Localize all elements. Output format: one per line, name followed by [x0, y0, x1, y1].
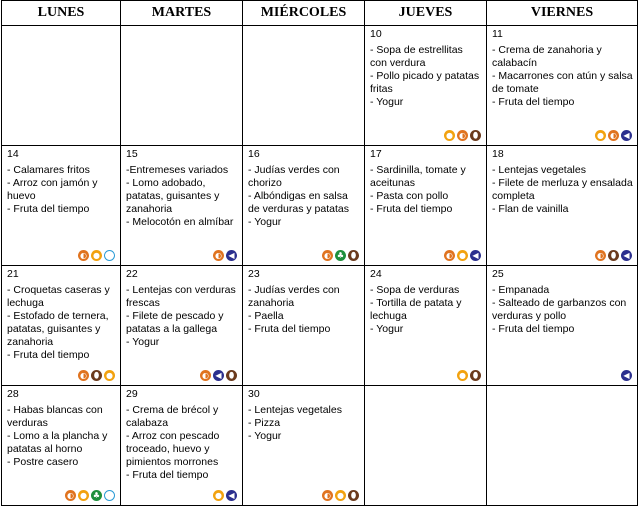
week-row [2, 266, 638, 386]
day-cell [2, 266, 121, 386]
menu-item: - Yogur [126, 336, 160, 348]
menu-items [492, 164, 633, 216]
menu-item: - Pollo picado y patatas fritas [370, 70, 480, 95]
menu-items [126, 404, 238, 482]
day-cell [365, 146, 487, 266]
menu-item: - Yogur [370, 96, 404, 108]
menu-item: - Judías verdes con chorizo [248, 164, 340, 189]
egg-icon: ⬮ [226, 370, 237, 381]
menu-items [7, 404, 116, 469]
veg-icon: ♣ [92, 490, 101, 500]
menu-item: - Melocotón en almíbar [126, 216, 234, 228]
menu-item: - Pizza [248, 417, 281, 429]
header-martes: MARTES [121, 1, 243, 26]
menu-items [492, 284, 633, 336]
veg-icon: ♣ [336, 250, 345, 260]
meat-icon: ◐ [322, 490, 333, 501]
day-number: 17 [370, 148, 382, 160]
empty-day-cell [487, 386, 638, 506]
day-cell [365, 266, 487, 386]
header-jueves: JUEVES [365, 1, 487, 26]
soup-icon: ● [595, 130, 606, 141]
fish-icon: ◀ [213, 370, 224, 381]
soup-icon: ● [213, 490, 224, 501]
day-number: 30 [248, 388, 260, 400]
menu-item: - Fruta del tiempo [126, 469, 209, 481]
menu-item: - Fruta del tiempo [370, 203, 453, 215]
nutrition-icons [78, 250, 115, 261]
menu-item: - Arroz con pescado troceado, huevo y pimientos morrones [126, 430, 220, 468]
day-cell [487, 266, 638, 386]
fish-icon: ◀ [621, 250, 632, 261]
header-viernes: VIERNES [487, 1, 638, 26]
menu-item: - Macarrones con atún y salsa de tomate [492, 70, 633, 95]
day-cell [2, 386, 121, 506]
menu-item: - Salteado de garbanzos con verduras y pollo [492, 297, 627, 322]
day-number: 21 [7, 268, 19, 280]
week-row [2, 146, 638, 266]
menu-item: - Fruta del tiempo [248, 323, 331, 335]
meat-icon: ◐ [78, 370, 89, 381]
nutrition-icons [78, 370, 115, 381]
menu-item: - Fruta del tiempo [492, 96, 575, 108]
day-number: 24 [370, 268, 382, 280]
week-row [2, 26, 638, 146]
fish-icon: ◀ [226, 250, 237, 261]
weekday-header-row [2, 1, 638, 26]
nutrition-icons [322, 250, 359, 261]
soup-icon: ● [91, 250, 102, 261]
nutrition-icons [621, 370, 632, 381]
day-cell [121, 266, 243, 386]
menu-item: - Filete de merluza y ensalada completa [492, 177, 633, 202]
menu-item: - Lentejas vegetales [492, 164, 586, 176]
soup-icon: ● [335, 490, 346, 501]
menu-items [126, 284, 238, 349]
menu-item: - Crema de brécol y calabaza [126, 404, 219, 429]
header-miercoles: MIÉRCOLES [243, 1, 365, 26]
menu-items [248, 284, 360, 336]
menu-item: - Arroz con jamón y huevo [7, 177, 98, 202]
meat-icon: ◐ [595, 250, 606, 261]
menu-item: - Calamares fritos [7, 164, 90, 176]
day-number: 14 [7, 148, 19, 160]
menu-item: - Crema de zanahoria y calabacín [492, 44, 602, 69]
day-cell [243, 266, 365, 386]
nutrition-icons [213, 250, 237, 261]
day-number: 29 [126, 388, 138, 400]
menu-item: - Yogur [248, 216, 282, 228]
nutrition-icons [65, 490, 115, 501]
menu-item: - Filete de pescado y patatas a la gallega [126, 310, 224, 335]
menu-item: - Lomo adobado, patatas, guisantes y zanahoria [126, 177, 220, 215]
menu-item: - Judías verdes con zanahoria [248, 284, 340, 309]
fish-icon: ◀ [621, 130, 632, 141]
menu-item: - Fruta del tiempo [492, 323, 575, 335]
day-cell [243, 146, 365, 266]
menu-item: - Estofado de ternera, patatas, guisantes y zanahoria [7, 310, 109, 348]
soup-icon: ● [78, 490, 89, 501]
meat-icon: ◐ [322, 250, 333, 261]
menu-item: - Sardinilla, tomate y aceitunas [370, 164, 466, 189]
nutrition-icons [213, 490, 237, 501]
day-cell [487, 26, 638, 146]
day-number: 11 [492, 28, 503, 40]
soup-icon: ● [457, 250, 468, 261]
menu-items [126, 164, 238, 229]
menu-item: - Lentejas con verduras frescas [126, 284, 236, 309]
nutrition-icons [457, 370, 481, 381]
header-lunes: LUNES [2, 1, 121, 26]
fish-icon: ◀ [621, 370, 632, 381]
day-cell [365, 26, 487, 146]
menu-item: - Flan de vainilla [492, 203, 569, 215]
meat-icon: ◐ [78, 250, 89, 261]
meat-icon: ◐ [457, 130, 468, 141]
milk-icon [104, 250, 115, 261]
fish-icon: ◀ [226, 490, 237, 501]
egg-icon: ⬮ [91, 370, 102, 381]
day-number: 22 [126, 268, 138, 280]
menu-item: - Lomo a la plancha y patatas al horno [7, 430, 108, 455]
nutrition-icons [444, 130, 481, 141]
soup-icon: ● [104, 370, 115, 381]
egg-icon: ⬮ [348, 490, 359, 501]
empty-day-cell [243, 26, 365, 146]
menu-item: - Fruta del tiempo [7, 349, 90, 361]
day-number: 18 [492, 148, 504, 160]
day-number: 25 [492, 268, 504, 280]
menu-items [370, 164, 482, 216]
nutrition-icons [444, 250, 481, 261]
day-cell [243, 386, 365, 506]
menu-items [248, 404, 360, 443]
menu-item: - Tortilla de patata y lechuga [370, 297, 462, 322]
menu-item: - Paella [248, 310, 284, 322]
meat-icon: ◐ [213, 250, 224, 261]
menu-item: - Empanada [492, 284, 550, 296]
day-cell [121, 146, 243, 266]
nutrition-icons [200, 370, 237, 381]
menu-item: - Pasta con pollo [370, 190, 449, 202]
week-row [2, 386, 638, 506]
day-number: 28 [7, 388, 19, 400]
menu-items [248, 164, 360, 229]
fish-icon: ◀ [470, 250, 481, 261]
menu-items [7, 164, 116, 216]
milk-icon [104, 490, 115, 501]
day-number: 10 [370, 28, 382, 40]
day-number: 15 [126, 148, 138, 160]
egg-icon: ⬮ [348, 250, 359, 261]
meat-icon: ◐ [200, 370, 211, 381]
empty-day-cell [365, 386, 487, 506]
menu-items [492, 44, 633, 109]
menu-item: - Yogur [370, 323, 404, 335]
meat-icon: ◐ [65, 490, 76, 501]
menu-item: - Albóndigas en salsa de verduras y patatas [248, 190, 349, 215]
soup-icon: ● [444, 130, 455, 141]
soup-icon: ● [457, 370, 468, 381]
menu-item: - Lentejas vegetales [248, 404, 342, 416]
day-number: 23 [248, 268, 260, 280]
empty-day-cell [2, 26, 121, 146]
menu-item: -Entremeses variados [126, 164, 229, 176]
day-cell [2, 146, 121, 266]
menu-item: - Habas blancas con verduras [7, 404, 103, 429]
egg-icon: ⬮ [470, 130, 481, 141]
day-cell [487, 146, 638, 266]
egg-icon: ⬮ [608, 250, 619, 261]
menu-calendar [1, 0, 638, 506]
menu-item: - Fruta del tiempo [7, 203, 90, 215]
day-number: 16 [248, 148, 260, 160]
nutrition-icons [322, 490, 359, 501]
menu-item: - Postre casero [7, 456, 79, 468]
day-cell [121, 386, 243, 506]
empty-day-cell [121, 26, 243, 146]
menu-item: - Croquetas caseras y lechuga [7, 284, 110, 309]
menu-item: - Sopa de estrellitas con verdura [370, 44, 463, 69]
menu-item: - Yogur [248, 430, 282, 442]
menu-item: - Sopa de verduras [370, 284, 460, 296]
meat-icon: ◐ [444, 250, 455, 261]
nutrition-icons [595, 250, 632, 261]
nutrition-icons [595, 130, 632, 141]
meat-icon: ◐ [608, 130, 619, 141]
menu-items [370, 44, 482, 109]
egg-icon: ⬮ [470, 370, 481, 381]
menu-items [7, 284, 116, 362]
menu-items [370, 284, 482, 336]
